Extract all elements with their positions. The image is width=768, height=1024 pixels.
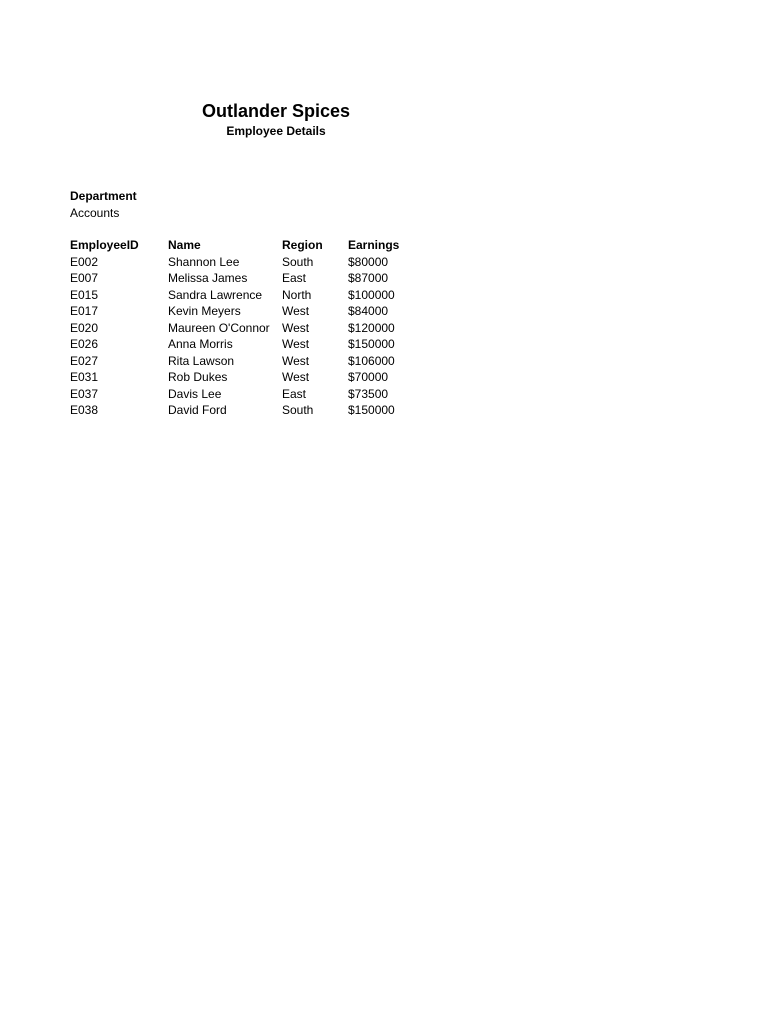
cell-employee-id: E020 xyxy=(70,320,99,335)
cell-name: Rob Dukes xyxy=(168,370,228,384)
cell-name: Anna Morris xyxy=(168,337,233,351)
cell-region: North xyxy=(282,287,312,302)
cell-employee-id: E027 xyxy=(70,353,99,368)
cell-earnings: $73500 xyxy=(348,386,389,401)
cell-earnings: $120000 xyxy=(348,320,395,335)
cell-employee-id: E026 xyxy=(70,337,99,351)
table-row xyxy=(70,287,418,304)
report-subtitle: Employee Details xyxy=(226,124,326,138)
table-row xyxy=(70,320,418,337)
cell-region: East xyxy=(282,386,307,401)
table-row xyxy=(70,254,418,271)
cell-earnings: $84000 xyxy=(348,304,389,318)
table-row xyxy=(70,303,418,320)
cell-earnings: $106000 xyxy=(348,353,395,368)
cell-name: Maureen O'Connor xyxy=(168,320,270,335)
cell-region: West xyxy=(282,304,310,318)
cell-name: Sandra Lawrence xyxy=(168,287,263,302)
cell-earnings: $100000 xyxy=(348,287,395,302)
cell-name: Rita Lawson xyxy=(168,353,235,368)
header-name: Name xyxy=(168,238,201,252)
cell-employee-id: E037 xyxy=(70,386,99,401)
table-row xyxy=(70,369,418,386)
table-row xyxy=(70,270,418,287)
table-row xyxy=(70,336,418,353)
cell-region: South xyxy=(282,254,314,269)
cell-name: Melissa James xyxy=(168,271,248,285)
employee-table xyxy=(70,237,418,419)
header-earnings: Earnings xyxy=(348,238,400,252)
cell-name: Davis Lee xyxy=(168,386,222,401)
cell-earnings: $80000 xyxy=(348,254,389,269)
cell-region: West xyxy=(282,353,310,368)
cell-earnings: $150000 xyxy=(348,403,395,417)
table-row xyxy=(70,402,418,419)
table-header-row xyxy=(70,237,418,254)
cell-region: West xyxy=(282,320,310,335)
table-row xyxy=(70,386,418,403)
header-region: Region xyxy=(282,238,323,252)
department-value: Accounts xyxy=(70,206,120,220)
cell-employee-id: E031 xyxy=(70,370,99,384)
header-employee-id: EmployeeID xyxy=(70,238,139,252)
department-label: Department xyxy=(70,189,137,203)
table-row xyxy=(70,353,418,370)
cell-earnings: $150000 xyxy=(348,337,395,351)
cell-employee-id: E002 xyxy=(70,254,99,269)
cell-employee-id: E017 xyxy=(70,304,99,318)
cell-region: East xyxy=(282,271,307,285)
cell-employee-id: E038 xyxy=(70,403,99,417)
cell-earnings: $87000 xyxy=(348,271,389,285)
cell-employee-id: E007 xyxy=(70,271,99,285)
cell-region: South xyxy=(282,403,314,417)
company-title: Outlander Spices xyxy=(201,101,351,121)
cell-employee-id: E015 xyxy=(70,287,99,302)
cell-name: Kevin Meyers xyxy=(168,304,241,318)
cell-earnings: $70000 xyxy=(348,370,389,384)
cell-region: West xyxy=(282,337,310,351)
cell-name: Shannon Lee xyxy=(168,254,240,269)
cell-name: David Ford xyxy=(168,403,227,417)
cell-region: West xyxy=(282,370,310,384)
